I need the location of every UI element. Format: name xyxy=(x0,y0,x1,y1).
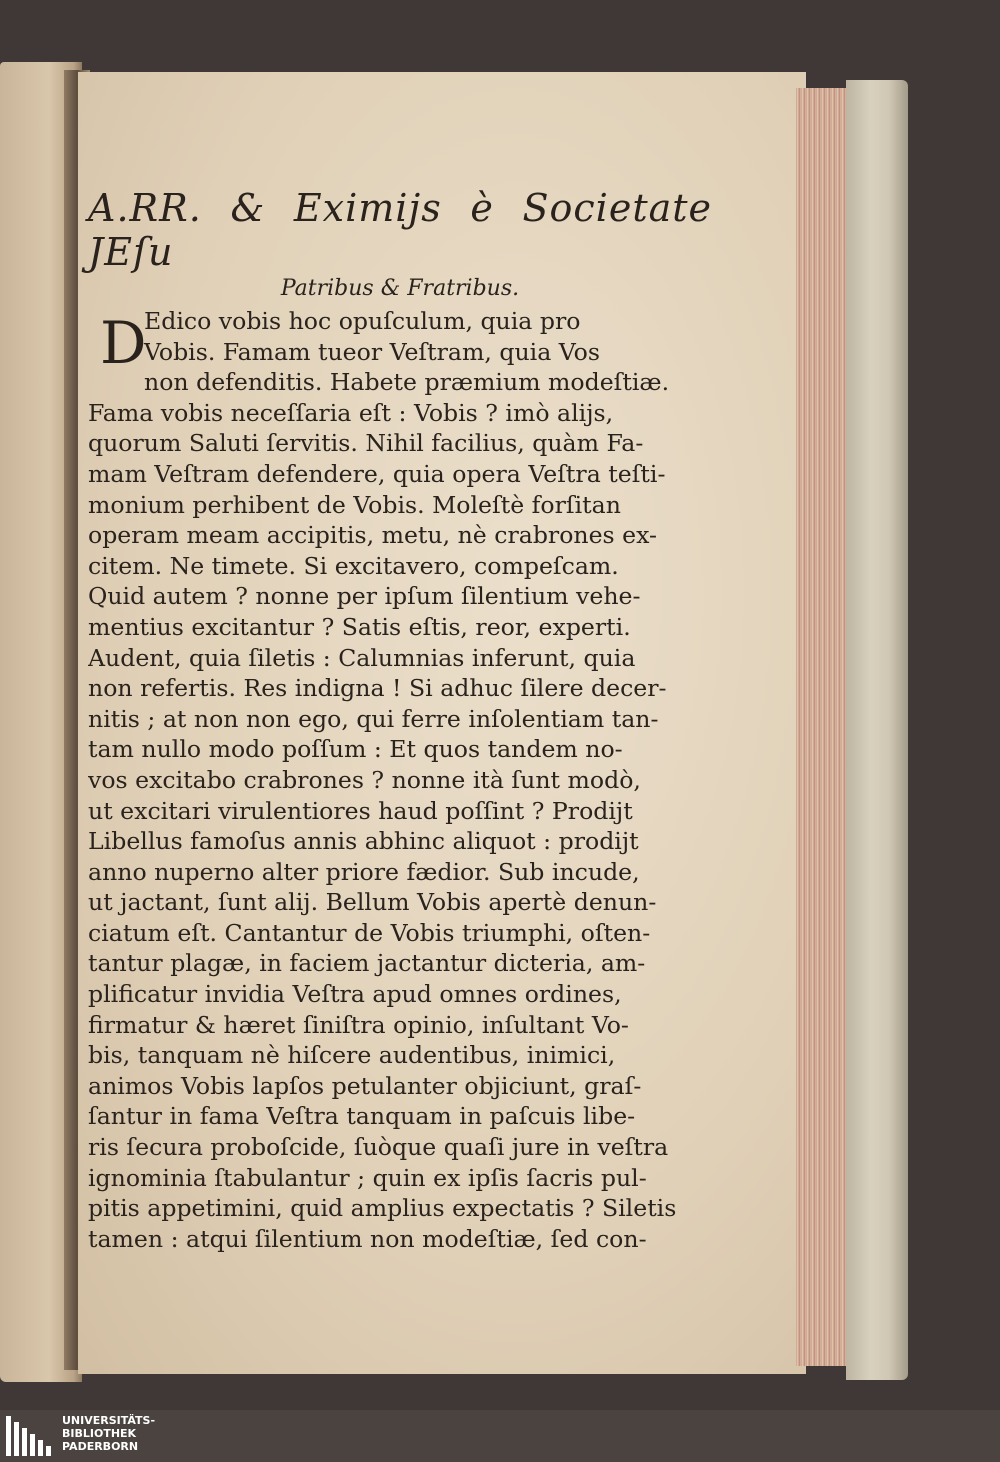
text-line: animos Vobis lapſos petulanter objiciunt, graſ- xyxy=(88,1071,642,1100)
text-line: firmatur & hæret ſiniſtra opinio, inſultant Vo- xyxy=(88,1010,629,1039)
text-line: mentius excitantur ? Satis eſtis, reor, experti. xyxy=(88,612,631,641)
text-line: ris ſecura proboſcide, ſuòque quaſi jure in veſtra xyxy=(88,1133,669,1162)
library-footer xyxy=(0,1410,1000,1462)
text-line: tantur plagæ, in faciem jactantur dicteria, am- xyxy=(88,949,646,978)
drop-cap-initial: D xyxy=(100,309,147,377)
text-line: Quid autem ? nonne per ipſum ſilentium vehe- xyxy=(88,582,641,611)
text-line: non refertis. Res indigna ! Si adhuc ſilere decer- xyxy=(88,674,667,703)
text-line: Libellus famoſus annis abhinc aliquot : prodijt xyxy=(88,827,639,856)
page-title: A.RR. & Eximijs è Societate JEſu xyxy=(88,186,712,274)
text-line: Edico vobis hoc opuſculum, quia pro xyxy=(144,307,581,335)
library-name-line: BIBLIOTHEK xyxy=(62,1427,137,1440)
text-line: pitis appetimini, quid amplius expectatis ? Siletis xyxy=(88,1194,677,1223)
text-line: ciatum eſt. Cantantur de Vobis triumphi, oſten- xyxy=(88,918,651,947)
text-line: citem. Ne timete. Si excitavero, compeſcam. xyxy=(88,551,619,580)
text-line: monium perhibent de Vobis. Moleſtè forſitan xyxy=(88,490,621,519)
book-cover xyxy=(846,80,908,1380)
text-line: mam Veſtram defendere, quia opera Veſtra teſti- xyxy=(88,459,666,488)
text-line: Fama vobis neceſſaria eſt : Vobis ? imò alijs, xyxy=(88,398,614,427)
text-line: operam meam accipitis, metu, nè crabrones ex- xyxy=(88,521,657,550)
library-name xyxy=(62,1414,155,1453)
text-line: plificatur invidia Veſtra apud omnes ordines, xyxy=(88,980,622,1009)
body-text xyxy=(88,306,712,1254)
page-edges xyxy=(796,88,850,1366)
page-subtitle: Patribus & Fratribus. xyxy=(280,276,520,301)
text-line: Vobis. Famam tueor Veſtram, quia Vos xyxy=(144,337,600,366)
text-line: quorum Saluti ſervitis. Nihil facilius, quàm Fa- xyxy=(88,429,644,458)
text-line: anno nuperno alter priore fædior. Sub incude, xyxy=(88,857,640,886)
text-line: nitis ; at non non ego, qui ferre inſolentiam tan- xyxy=(88,704,659,733)
text-line: tam nullo modo poſſum : Et quos tandem no- xyxy=(88,735,623,764)
text-line: ignominia ſtabulantur ; quin ex ipſis ſacris pul- xyxy=(88,1163,647,1192)
library-name-line: PADERBORN xyxy=(62,1440,139,1453)
text-line: tamen : atqui ſilentium non modeſtiæ, ſed con- xyxy=(88,1224,647,1253)
text-line: ut excitari virulentiores haud poſſint ? Prodijt xyxy=(88,796,633,825)
text-line: Audent, quia ſiletis : Calumnias inferunt, quia xyxy=(88,643,636,672)
text-line: ſantur in fama Veſtra tanquam in paſcuis libe- xyxy=(88,1102,636,1131)
text-line: non defenditis. Habete præmium modeſtiæ. xyxy=(144,368,670,397)
text-line: ut jactant, ſunt alij. Bellum Vobis apertè denun- xyxy=(88,888,657,917)
library-name-line: UNIVERSITÄTS- xyxy=(62,1414,156,1427)
text-line: vos excitabo crabrones ? nonne ità ſunt modò, xyxy=(88,765,641,794)
page-text xyxy=(88,186,712,1254)
text-line: bis, tanquam nè hiſcere audentibus, inimici, xyxy=(88,1041,616,1070)
library-logo-icon xyxy=(6,1416,54,1456)
